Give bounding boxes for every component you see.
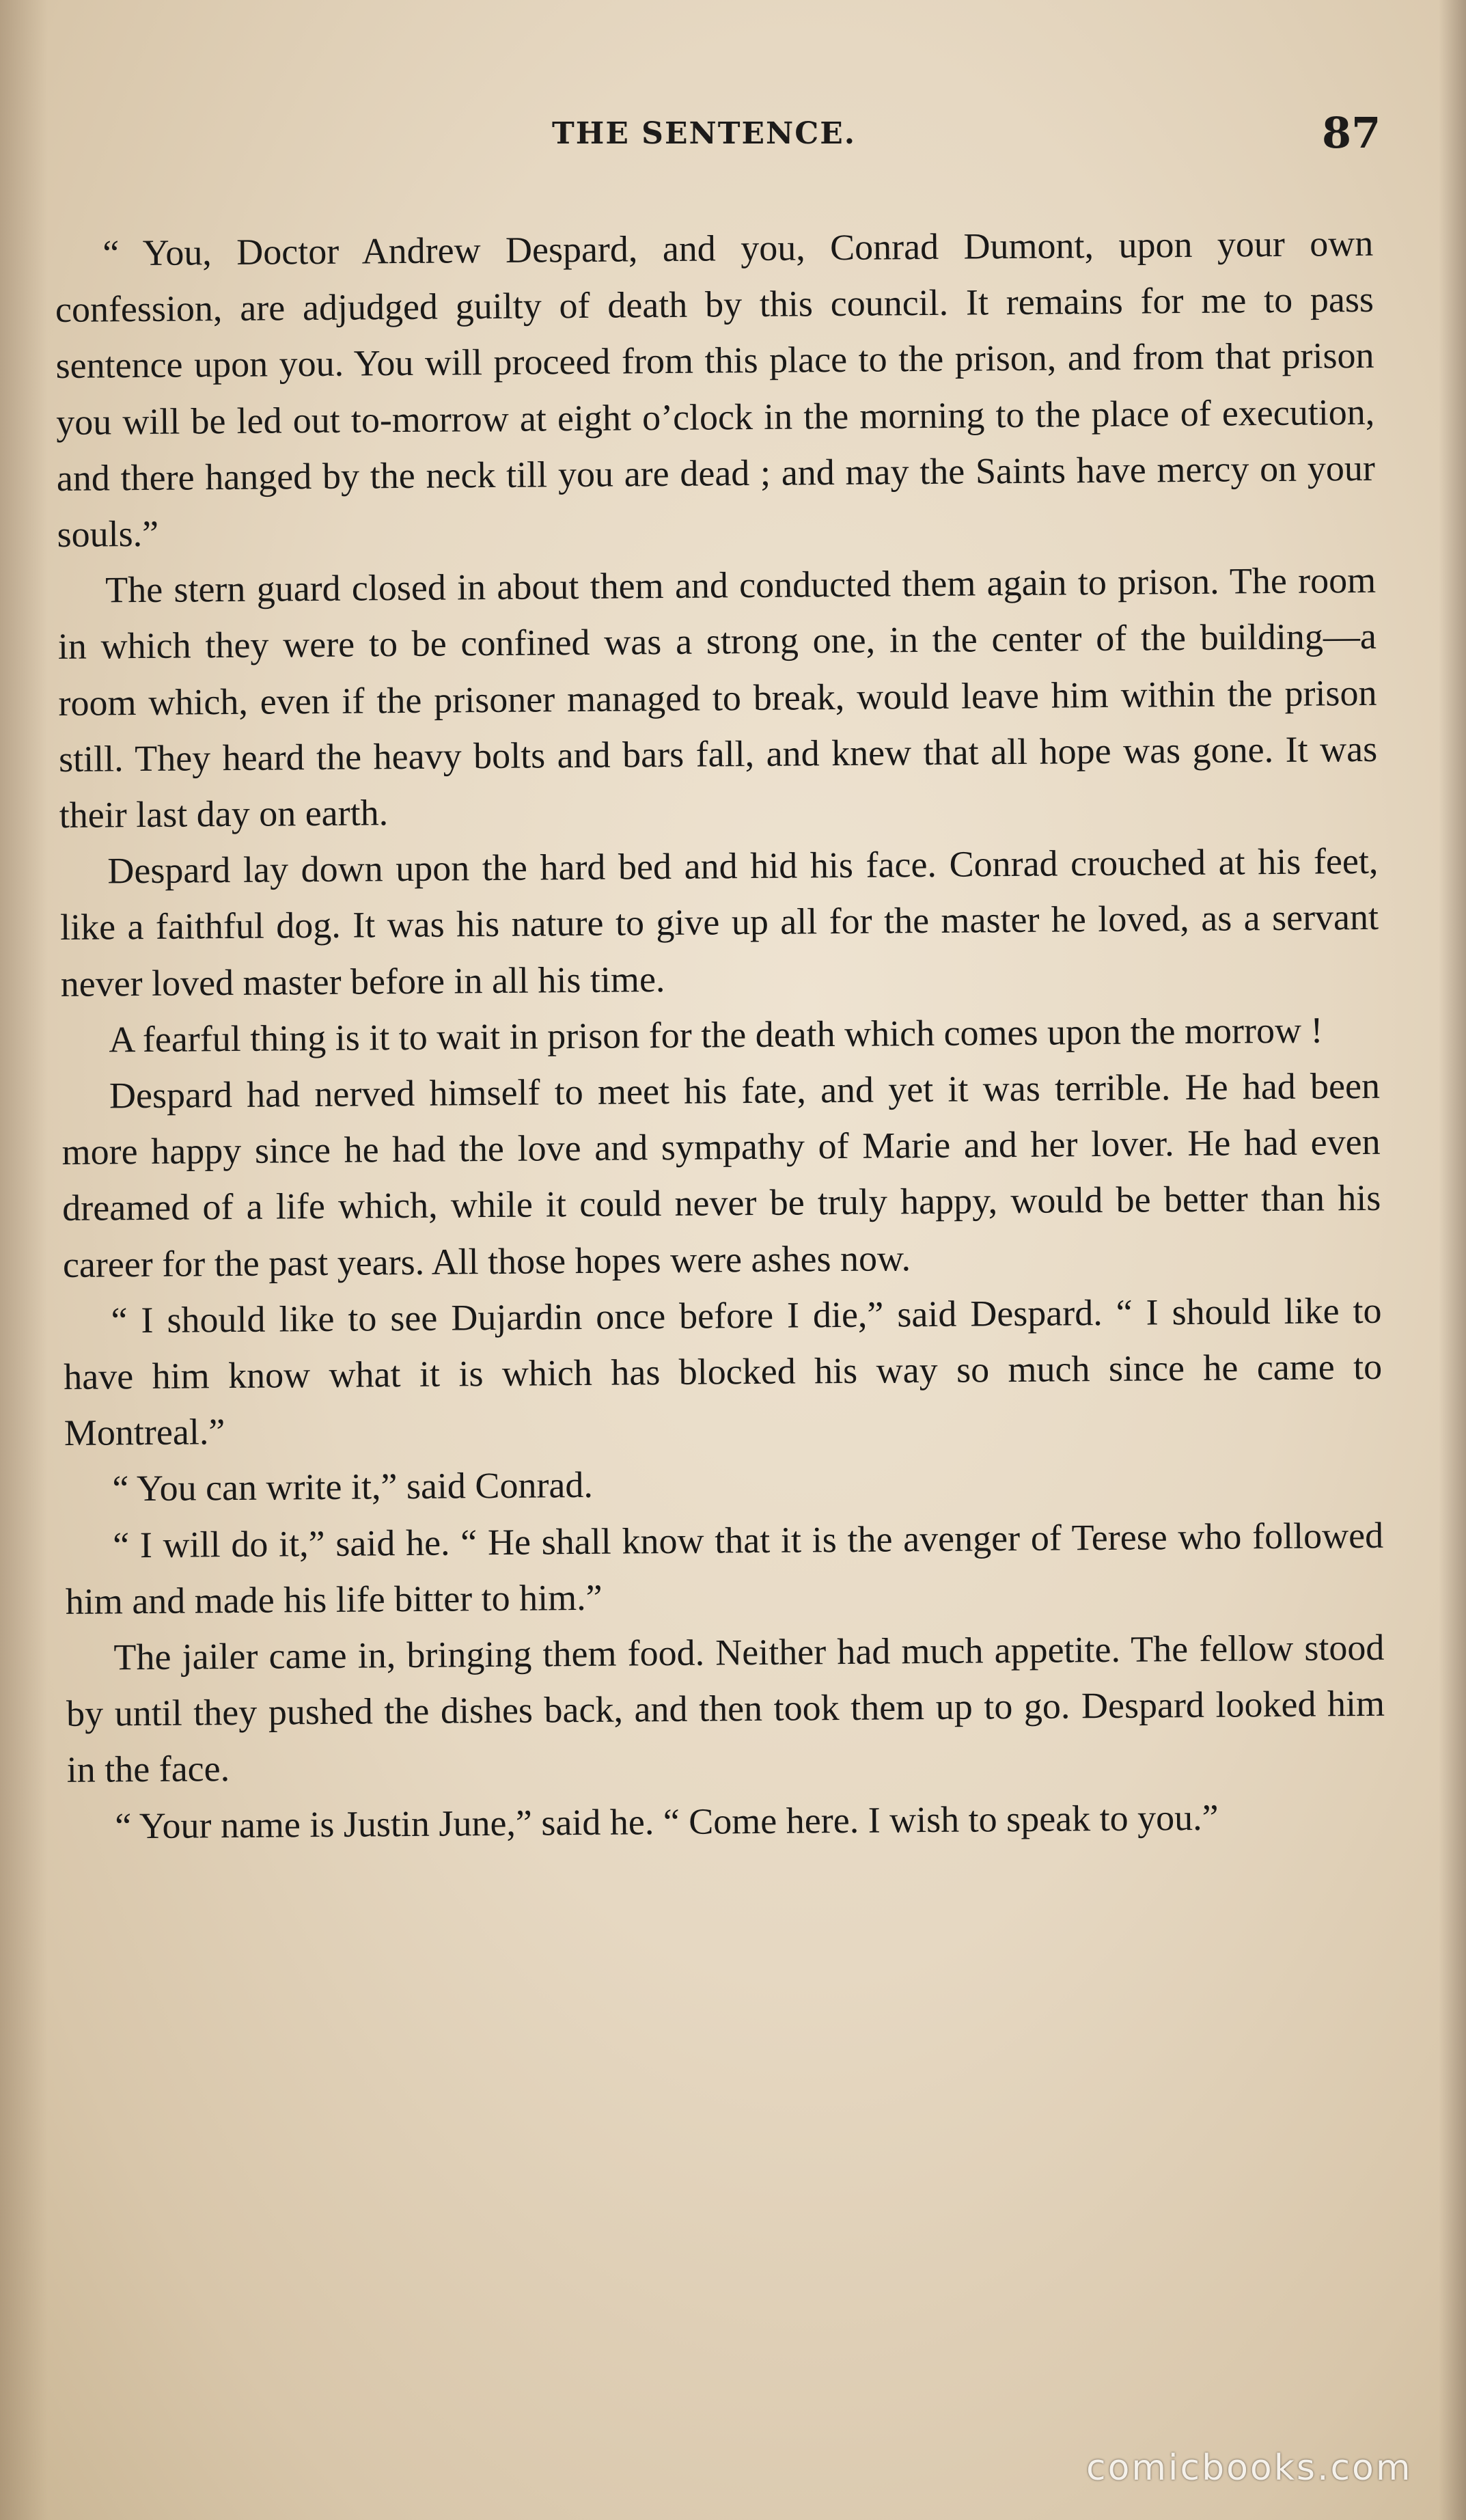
paragraph-nerved: Despard had nerved himself to meet his fate, and yet it was terrible. He had been more happy since he had the love and sympathy of Marie and her lover. He had even dreamed of a life which, while it could never be truly happy, would be better than his career for the past years. All those hopes were ashes now. <box>61 1065 1381 1285</box>
running-head: THE SENTENCE. <box>552 116 857 151</box>
paragraph-despard-conrad: Despard lay down upon the hard bed and hid his face. Conrad crouched at his feet, like a faithful dog. It was his nature to give up all for the master he loved, as a servant never loved master before in all his time. <box>59 840 1379 1004</box>
paragraph-fearful-thing: A fearful thing is it to wait in prison for the death which comes upon the morrow ! <box>109 1009 1323 1060</box>
paragraph-dujardin: “ I should like to see Dujardin once before I die,” said Despard. “ I should like to have him know what it is which has blocked his way so much since he came to Montreal.” <box>63 1289 1383 1454</box>
body-text <box>55 215 1386 1854</box>
paragraph-prison: The stern guard closed in about them and conducted them again to prison. The room in which they were to be confined was a strong one, in the center of the building—a room which, even if the prisoner managed to break, would leave him within the prison still. They heard the heavy bolts and bars fall, and knew that all hope was gone. It was their last day on earth. <box>57 560 1378 836</box>
page-number: 87 <box>1322 108 1381 158</box>
paragraph-sentence: “ You, Doctor Andrew Despard, and you, Conrad Dumont, upon your own confession, are adjudged guilty of death by this council. It remains for me to pass sentence upon you. You will proceed from this place to the prison, and from that prison you will be led out to-morrow at eight o’clock in the morning to the place of execution, and there hanged by the neck till you are dead ; and may the Saints have mercy on your souls.” <box>55 222 1376 556</box>
paragraph-write-it: “ You can write it,” said Conrad. <box>112 1464 594 1509</box>
paragraph-jailer: The jailer came in, bringing them food. Neither had much appetite. The fellow stood by until they pushed the dishes back, and then took them up to go. Despard looked him in the face. <box>66 1626 1385 1791</box>
paragraph-avenger: “ I will do it,” said he. “ He shall know that it is the avenger of Terese who followed him and made his life bitter to him.” <box>65 1514 1384 1622</box>
watermark: comicbooks.com <box>1086 2448 1413 2489</box>
paragraph-justin-june: “ Your name is Justin June,” said he. “ Come here. I wish to speak to you.” <box>115 1796 1219 1847</box>
